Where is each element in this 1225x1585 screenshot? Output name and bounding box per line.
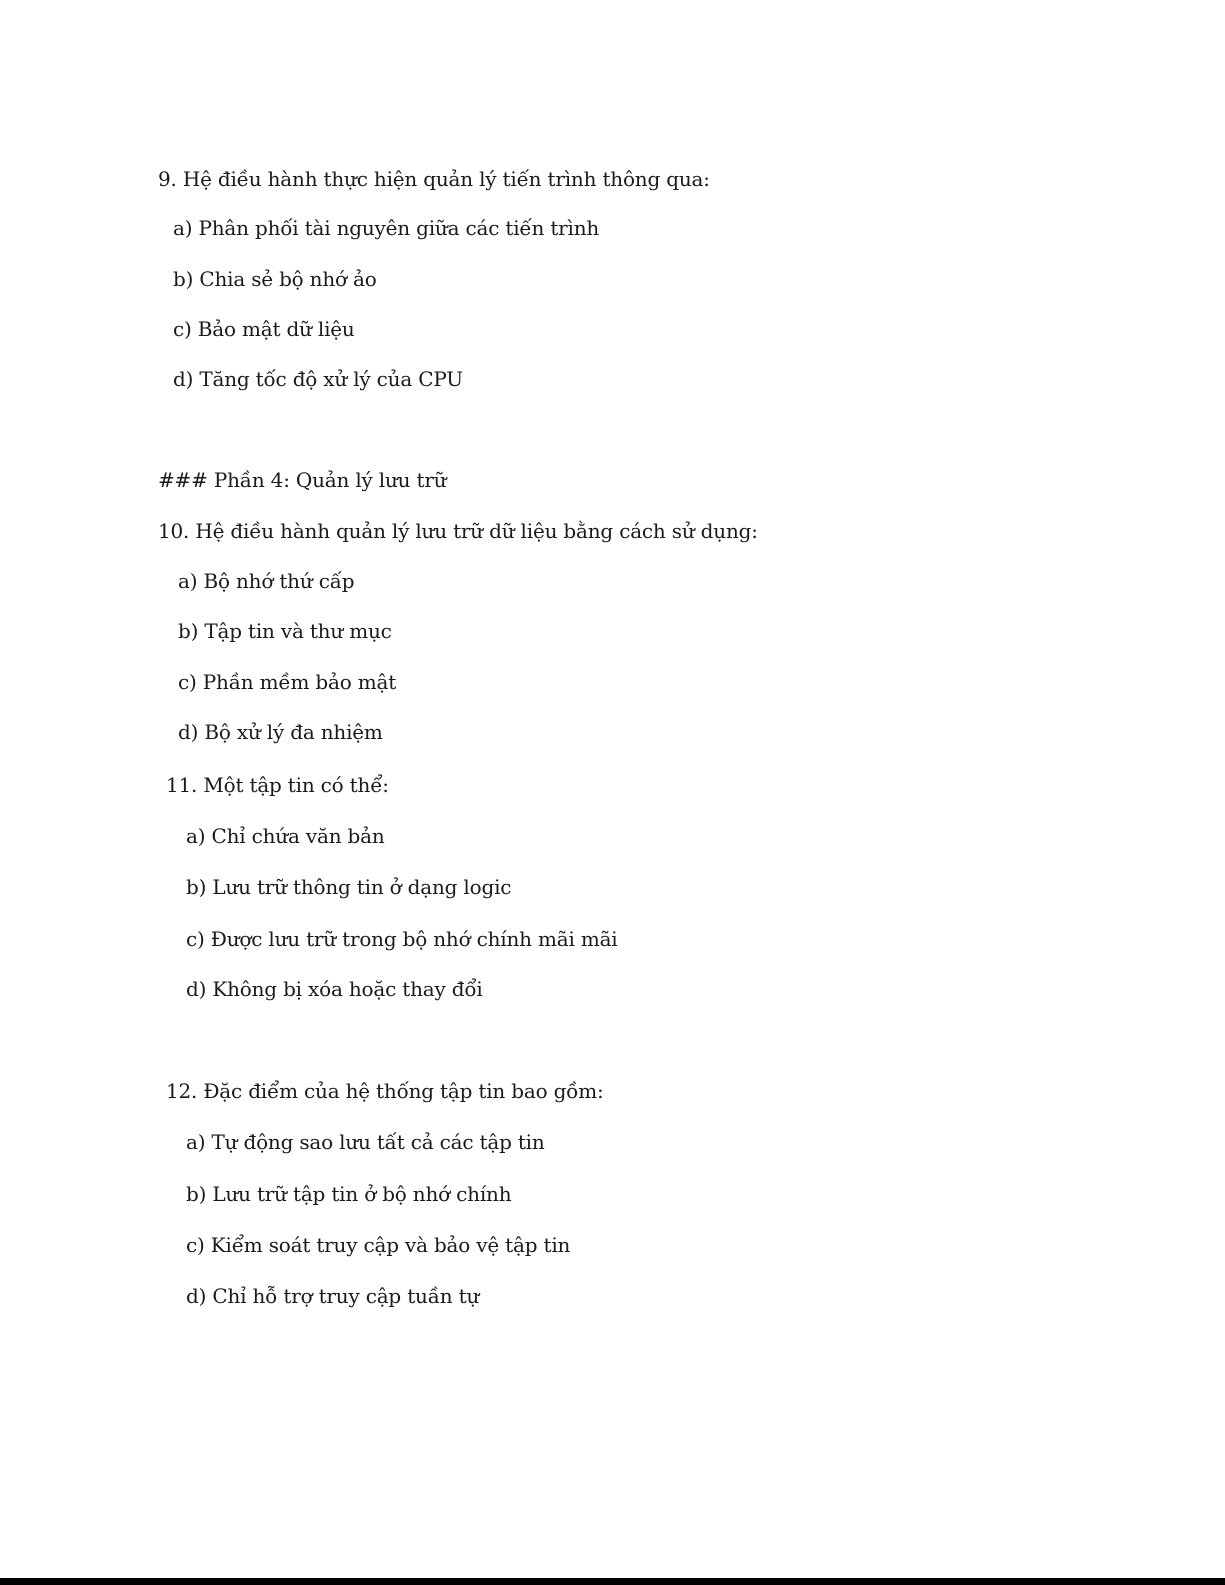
q10-option-d: d) Bộ xử lý đa nhiệm [178, 720, 383, 744]
q11-option-a: a) Chỉ chứa văn bản [186, 824, 385, 848]
q11-option-b: b) Lưu trữ thông tin ở dạng logic [186, 875, 512, 899]
q9-option-b: b) Chia sẻ bộ nhớ ảo [173, 267, 377, 291]
q9-option-d: d) Tăng tốc độ xử lý của CPU [173, 367, 463, 391]
q9-option-c: c) Bảo mật dữ liệu [173, 317, 355, 341]
q11-option-d: d) Không bị xóa hoặc thay đổi [186, 977, 483, 1001]
q12-option-d: d) Chỉ hỗ trợ truy cập tuần tự [186, 1284, 480, 1308]
section-heading: ### Phần 4: Quản lý lưu trữ [158, 468, 447, 492]
page-bottom-border [0, 1578, 1225, 1585]
question-10: 10. Hệ điều hành quản lý lưu trữ dữ liệu bằng cách sử dụng: [158, 519, 758, 543]
question-9: 9. Hệ điều hành thực hiện quản lý tiến trình thông qua: [158, 167, 710, 191]
q9-option-a: a) Phân phối tài nguyên giữa các tiến trình [173, 216, 600, 240]
question-12: 12. Đặc điểm của hệ thống tập tin bao gồm: [166, 1079, 604, 1103]
q11-option-c: c) Được lưu trữ trong bộ nhớ chính mãi mãi [186, 927, 618, 951]
q12-option-b: b) Lưu trữ tập tin ở bộ nhớ chính [186, 1182, 512, 1206]
q10-option-c: c) Phần mềm bảo mật [178, 670, 397, 694]
q12-option-a: a) Tự động sao lưu tất cả các tập tin [186, 1130, 545, 1154]
q12-option-c: c) Kiểm soát truy cập và bảo vệ tập tin [186, 1233, 571, 1257]
q10-option-a: a) Bộ nhớ thứ cấp [178, 569, 355, 593]
q10-option-b: b) Tập tin và thư mục [178, 619, 392, 643]
question-11: 11. Một tập tin có thể: [166, 773, 389, 797]
